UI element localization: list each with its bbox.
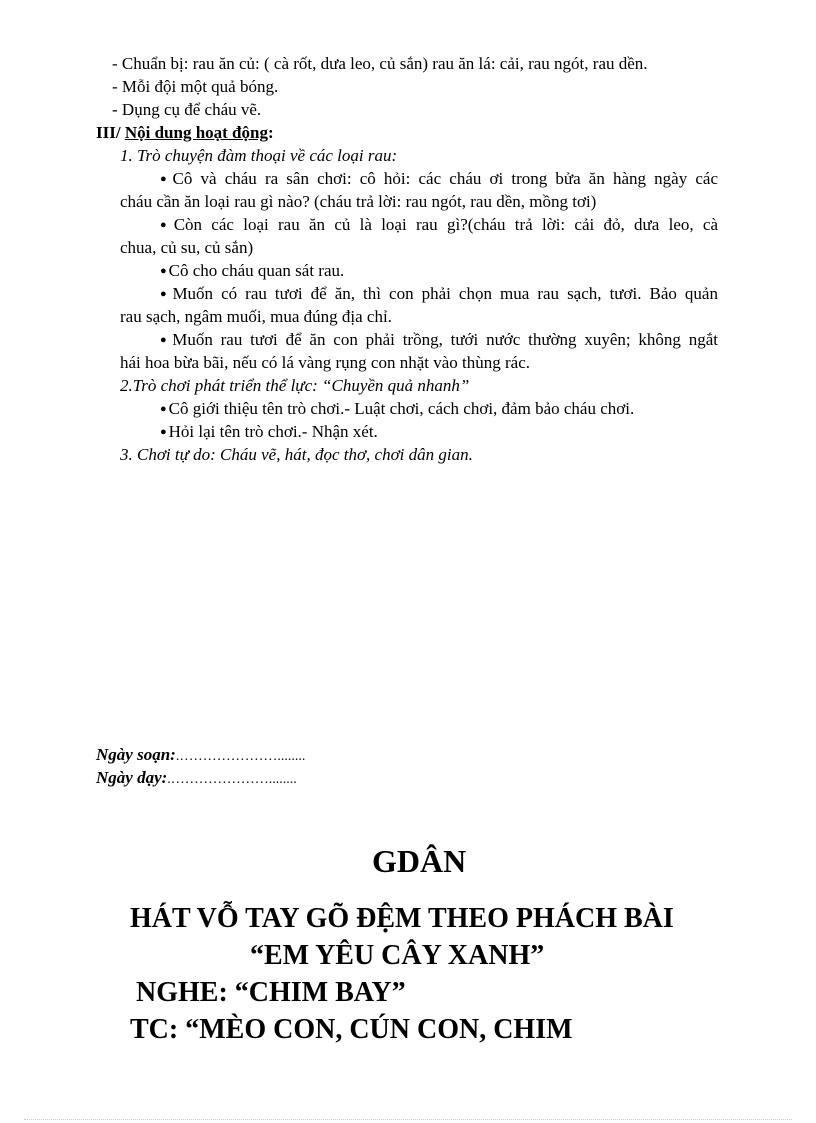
section-number: III/ — [96, 123, 125, 142]
activity-1-bullet-5-cont: hái hoa bừa bãi, nếu có lá vàng rụng con nhặt vào thùng rác. — [120, 353, 530, 372]
lesson-listen: NGHE: “CHIM BAY” — [136, 977, 406, 1008]
bullet-icon: ● — [160, 219, 172, 231]
activity-2-bullet-1: ● Cô giới thiệu tên trò chơi.- Luật chơi, cách chơi, đảm bảo cháu chơi. — [160, 399, 635, 418]
bullet-icon: ● — [160, 173, 171, 185]
section-title: Nội dung hoạt động — [124, 123, 268, 142]
activity-1-bullet-4: ● Muốn có rau tươi để ăn, thì con phải chọn mua rau sạch, tươi. Bảo quản — [160, 284, 718, 303]
section-colon: : — [267, 123, 274, 142]
activity-1-bullet-1: ● Cô và cháu ra sân chơi: cô hỏi: các cháu ơi trong bửa ăn hàng ngày các — [160, 169, 718, 188]
activity-1-bullet-1-cont: cháu cần ăn loại rau gì nào? (cháu trả lời: rau ngót, rau dền, mồng tơi) — [120, 192, 597, 211]
date-taught — [96, 767, 297, 791]
prep-line-ball: - Mỗi đội một quả bóng. — [112, 77, 279, 96]
activity-1-heading: 1. Trò chuyện đàm thoại về các loại rau: — [120, 146, 398, 165]
prep-line-ingredients: - Chuẩn bị: rau ăn củ: ( cà rốt, dưa leo, củ sắn) rau ăn lá: cải, rau ngót, rau dền. — [112, 54, 648, 73]
activity-3-heading: 3. Chơi tự do: Cháu vẽ, hát, đọc thơ, chơi dân gian. — [120, 445, 473, 464]
bullet-icon: ● — [160, 265, 167, 277]
activity-1-bullet-5: ● Muốn rau tươi để ăn con phải trồng, tưới nước thường xuyên; không ngắt — [160, 330, 718, 349]
lesson-subject: GDÂN — [372, 843, 467, 879]
bullet-icon: ● — [160, 334, 171, 346]
date-taught-label: Ngày dạy: — [96, 768, 168, 787]
lesson-title-line-2: “EM YÊU CÂY XANH” — [250, 940, 545, 971]
activity-1-bullet-2: ● Còn các loại rau ăn củ là loại rau gì?(cháu trả lời: cải đỏ, dưa leo, cà — [160, 215, 718, 234]
date-taught-blank: .…………………........ — [167, 772, 297, 787]
bullet-icon: ● — [160, 426, 167, 438]
section-heading — [96, 122, 274, 144]
activity-2-heading: 2.Trò chơi phát triển thể lực: “Chuyền quả nhanh” — [120, 376, 470, 395]
activity-1-bullet-2-cont: chua, củ su, củ sắn) — [120, 238, 254, 257]
lesson-game: TC: “MÈO CON, CÚN CON, CHIM — [130, 1014, 573, 1045]
lesson-title-line-1: HÁT VỖ TAY GÕ ĐỆM THEO PHÁCH BÀI — [130, 903, 674, 934]
activity-2-bullet-2: ● Hỏi lại tên trò chơi.- Nhận xét. — [160, 422, 378, 441]
activity-1-bullet-3: ● Cô cho cháu quan sát rau. — [160, 261, 345, 280]
bullet-icon: ● — [160, 288, 171, 300]
prep-line-drawing-tools: - Dụng cụ để cháu vẽ. — [112, 100, 262, 119]
date-prepared — [96, 744, 305, 768]
bullet-icon: ● — [160, 403, 167, 415]
activity-1-bullet-4-cont: rau sạch, ngâm muối, mua đúng địa chỉ. — [120, 307, 392, 326]
date-prepared-label: Ngày soạn: — [96, 745, 176, 764]
date-prepared-blank: .…………………........ — [175, 749, 306, 764]
page-bottom-border — [24, 1119, 792, 1120]
